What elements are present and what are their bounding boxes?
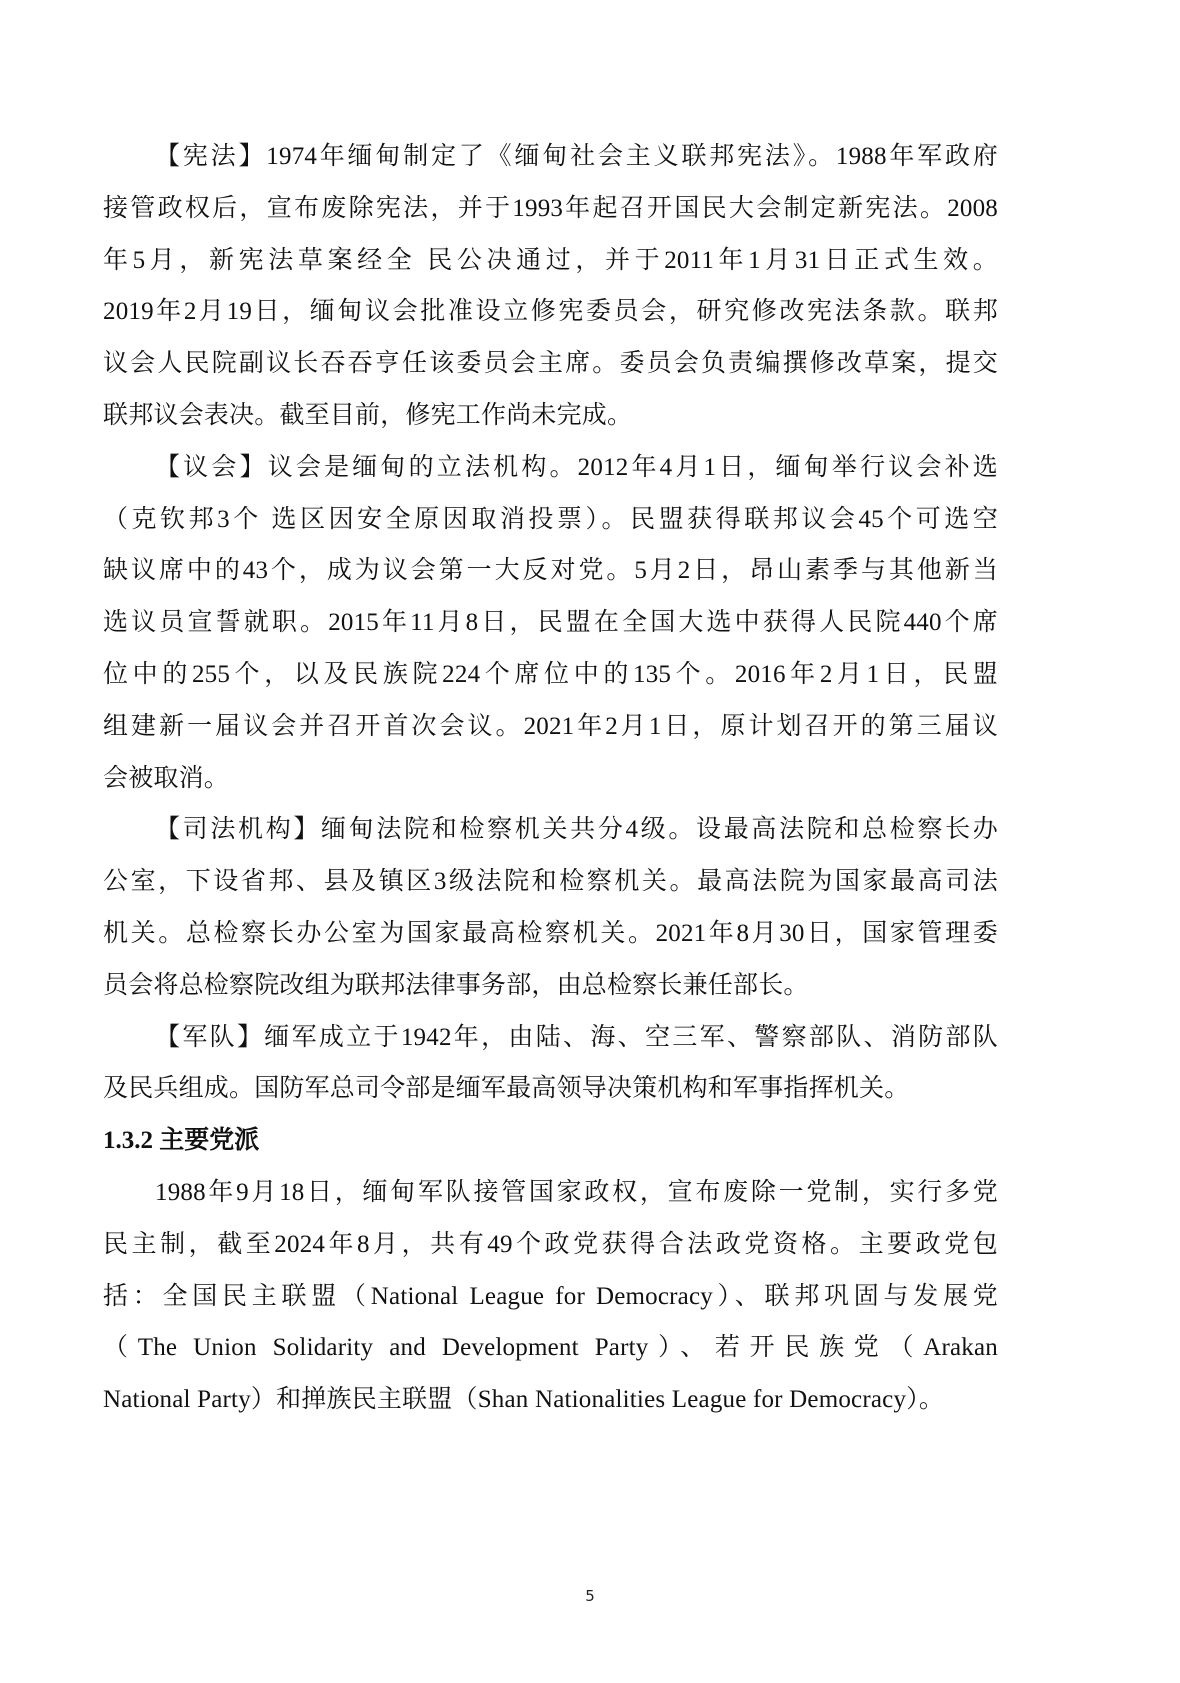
text-line: 组建新一届议会并召开首次会议。2021年2月1日，原计划召开的第三届议 xyxy=(103,712,998,740)
page-content xyxy=(103,131,998,1426)
text-line: 【议会】议会是缅甸的立法机构。2012年4月1日，缅甸举行议会补选 xyxy=(155,453,998,481)
text-line: 年5月，新宪法草案经全 民公决通过，并于2011年1月31日正式生效。 xyxy=(103,246,998,274)
text-line: 公室，下设省邦、县及镇区3级法院和检察机关。最高法院为国家最高司法 xyxy=(103,868,998,896)
text-line: 及民兵组成。国防军总司令部是缅军最高领导决策机构和军事指挥机关。 xyxy=(103,1075,910,1103)
section-heading: 1.3.2 主要党派 xyxy=(103,1127,260,1155)
paragraph-political-parties xyxy=(103,1167,998,1426)
text-line: 缺议席中的43个，成为议会第一大反对党。5月2日，昂山素季与其他新当 xyxy=(103,557,998,585)
paragraph-military xyxy=(103,1012,998,1116)
text-line: 2019年2月19日，缅甸议会批准设立修宪委员会，研究修改宪法条款。联邦 xyxy=(103,298,998,326)
text-line: （克钦邦3个 选区因安全原因取消投票）。民盟获得联邦议会45个可选空 xyxy=(103,505,998,533)
text-line: 议会人民院副议长吞吞亨任该委员会主席。委员会负责编撰修改草案，提交 xyxy=(103,350,998,378)
text-line: 选议员宣誓就职。2015年11月8日，民盟在全国大选中获得人民院440个席 xyxy=(103,609,998,637)
text-line: 位中的255个，以及民族院224个席位中的135个。2016年2月1日，民盟 xyxy=(103,660,998,688)
paragraph-judiciary xyxy=(103,804,998,1011)
page-number: 5 xyxy=(585,1587,595,1605)
paragraph-parliament xyxy=(103,442,998,805)
text-line: 【宪法】1974年缅甸制定了《缅甸社会主义联邦宪法》。1988年军政府 xyxy=(155,143,998,170)
text-line: 【司法机构】缅甸法院和检察机关共分4级。设最高法院和总检察长办 xyxy=(155,816,998,844)
text-line: 员会将总检察院改组为联邦法律事务部，由总检察长兼任部长。 xyxy=(103,971,809,999)
text-line: 1988年9月18日，缅甸军队接管国家政权，宣布废除一党制，实行多党 xyxy=(155,1178,998,1206)
text-line: 民主制，截至2024年8月，共有49个政党获得合法政党资格。主要政党包 xyxy=(103,1230,998,1258)
text-line: 机关。总检察长办公室为国家最高检察机关。2021年8月30日，国家管理委 xyxy=(103,919,998,947)
paragraph-constitution xyxy=(103,131,998,442)
text-line: 接管政权后，宣布废除宪法，并于1993年起召开国民大会制定新宪法。2008 xyxy=(103,194,998,222)
text-line: National Party）和掸族民主联盟（Shan Nationalities League for Democracy）。 xyxy=(103,1386,945,1414)
text-line: 联邦议会表决。截至目前，修宪工作尚未完成。 xyxy=(103,401,633,429)
text-line: 括：全国民主联盟（National League for Democracy）、联邦巩固与发展党 xyxy=(103,1282,998,1310)
text-line: 【军队】缅军成立于1942年，由陆、海、空三军、警察部队、消防部队 xyxy=(155,1023,998,1051)
text-line: 会被取消。 xyxy=(103,764,230,792)
text-line: （The Union Solidarity and Development Party）、若开民族党（Arakan xyxy=(103,1334,998,1362)
